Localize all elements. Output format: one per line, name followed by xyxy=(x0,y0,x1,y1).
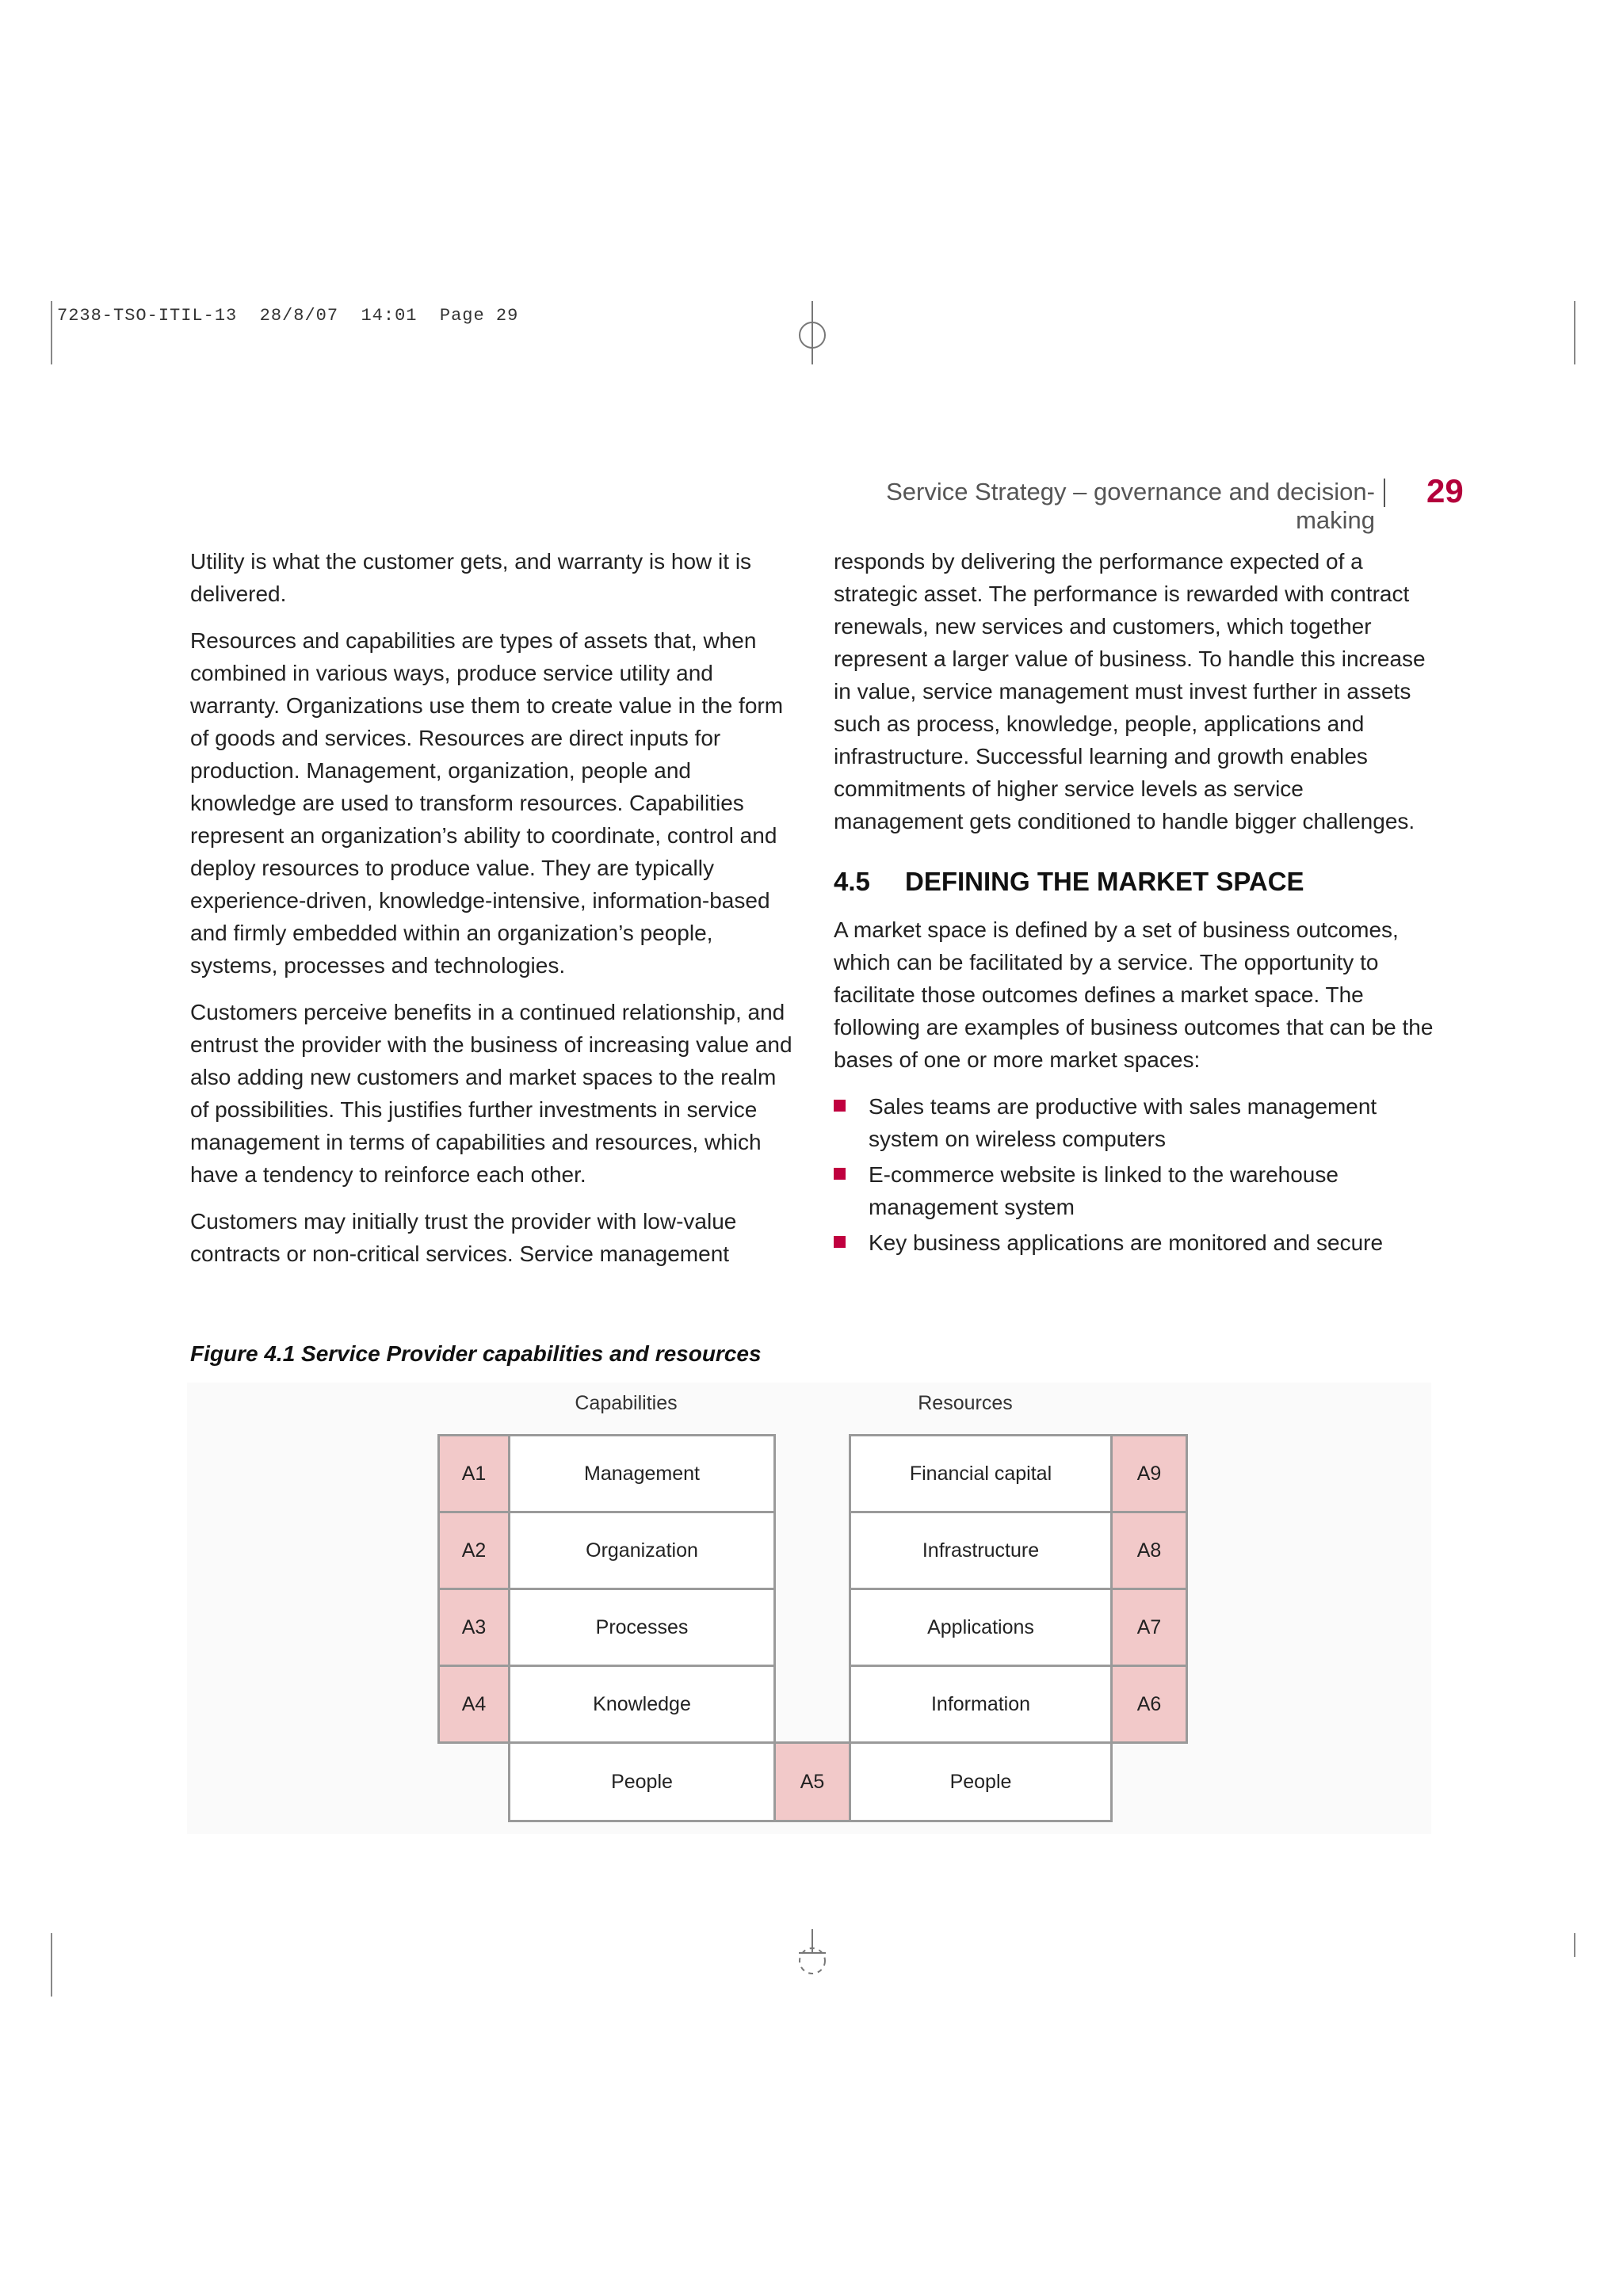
figure-caption: Figure 4.1 Service Provider capabilities and resources xyxy=(190,1341,762,1366)
slug-date: 28/8/07 xyxy=(259,306,339,326)
resource-label: Infrastructure xyxy=(849,1511,1113,1590)
shared-code-a5: A5 xyxy=(773,1741,851,1822)
slug-job: 7238-TSO-ITIL-13 xyxy=(57,306,238,326)
capability-code: A4 xyxy=(437,1665,510,1744)
right-column xyxy=(834,545,1438,1262)
crop-mark-top-left xyxy=(51,301,52,364)
paragraph-resources-capabilities: Resources and capabilities are types of assets that, when combined in various ways, produce service utility and warranty. Organizations use them to create value in the form of goods and services. Resources are direct inputs for production. Management, organization, people and knowledge are used to transform resources. Capabilities represent an organization’s ability to coordinate, control and deploy resources to produce value. They are typically experience-driven, knowledge-intensive, information-based and firmly embedded within an organization’s people, systems, processes and technologies. xyxy=(190,628,784,978)
running-title-divider xyxy=(1384,479,1385,507)
section-heading xyxy=(834,866,1438,898)
capability-label: Knowledge xyxy=(508,1665,776,1744)
list-item: Sales teams are productive with sales management system on wireless computers xyxy=(834,1090,1438,1155)
paragraph-market-space: A market space is defined by a set of business outcomes, which can be facilitated by a service. The opportunity to facilitate those outcomes defines a market space. The following are examples of business outcomes that can be the bases of one or more market spaces: xyxy=(834,917,1434,1072)
bullet-square-icon xyxy=(834,1100,846,1112)
capability-label: Management xyxy=(508,1434,776,1513)
list-item: E-commerce website is linked to the warehouse management system xyxy=(834,1158,1438,1223)
crop-mark-top-right xyxy=(1574,301,1575,364)
paragraph-utility: Utility is what the customer gets, and warranty is how it is delivered. xyxy=(190,549,752,606)
resource-label: Applications xyxy=(849,1588,1113,1667)
left-column xyxy=(190,545,794,1284)
registration-mark-bottom-icon xyxy=(792,1929,832,1977)
registration-mark-top-icon xyxy=(792,301,832,364)
paragraph-continuation: responds by delivering the performance expected of a strategic asset. The performance is rewarded with contract renewals, new services and customers, which together represent a larger value of business. To handle this increase in value, service management must invest further in assets such as process, knowledge, people, applications and infrastructure. Successful learning and growth enables commitments of higher service levels as service management gets conditioned to handle bigger challenges. xyxy=(834,549,1426,833)
capability-label: Processes xyxy=(508,1588,776,1667)
resource-label: Information xyxy=(849,1665,1113,1744)
bullet-square-icon xyxy=(834,1168,846,1180)
resource-code: A9 xyxy=(1110,1434,1188,1513)
slug-page: Page 29 xyxy=(439,306,519,326)
resources-heading: Resources xyxy=(918,1392,1013,1414)
paragraph-customer-benefits: Customers perceive benefits in a continued relationship, and entrust the provider with the business of increasing value and also adding new customers and market spaces to the realm of possibilities. This justifies further investments in service management in terms of capabilities and resources, which have a tendency to reinforce each other. xyxy=(190,1000,792,1187)
capability-code: A1 xyxy=(437,1434,510,1513)
resource-code: A7 xyxy=(1110,1588,1188,1667)
resource-code: A8 xyxy=(1110,1511,1188,1590)
paragraph-initial-trust: Customers may initially trust the provider with low-value contracts or non-critical services. Service management xyxy=(190,1209,737,1266)
bullet-square-icon xyxy=(834,1236,846,1248)
running-title: Service Strategy – governance and decision-making xyxy=(886,478,1375,534)
section-number: 4.5 xyxy=(834,867,870,896)
crop-mark-bottom-right xyxy=(1574,1933,1575,1957)
slug-time: 14:01 xyxy=(361,306,418,326)
list-item: Key business applications are monitored and secure xyxy=(834,1226,1438,1259)
print-slug xyxy=(57,306,518,326)
capabilities-heading: Capabilities xyxy=(575,1392,678,1414)
outcome-list xyxy=(834,1090,1438,1259)
page-number: 29 xyxy=(1426,472,1464,509)
capability-code: A2 xyxy=(437,1511,510,1590)
section-title: DEFINING THE MARKET SPACE xyxy=(905,867,1304,896)
crop-mark-bottom-left xyxy=(51,1933,52,1997)
capability-people-cell: People xyxy=(508,1741,776,1822)
resource-code: A6 xyxy=(1110,1665,1188,1744)
capability-code: A3 xyxy=(437,1588,510,1667)
resource-people-cell: People xyxy=(849,1741,1113,1822)
capability-label: Organization xyxy=(508,1511,776,1590)
resource-label: Financial capital xyxy=(849,1434,1113,1513)
